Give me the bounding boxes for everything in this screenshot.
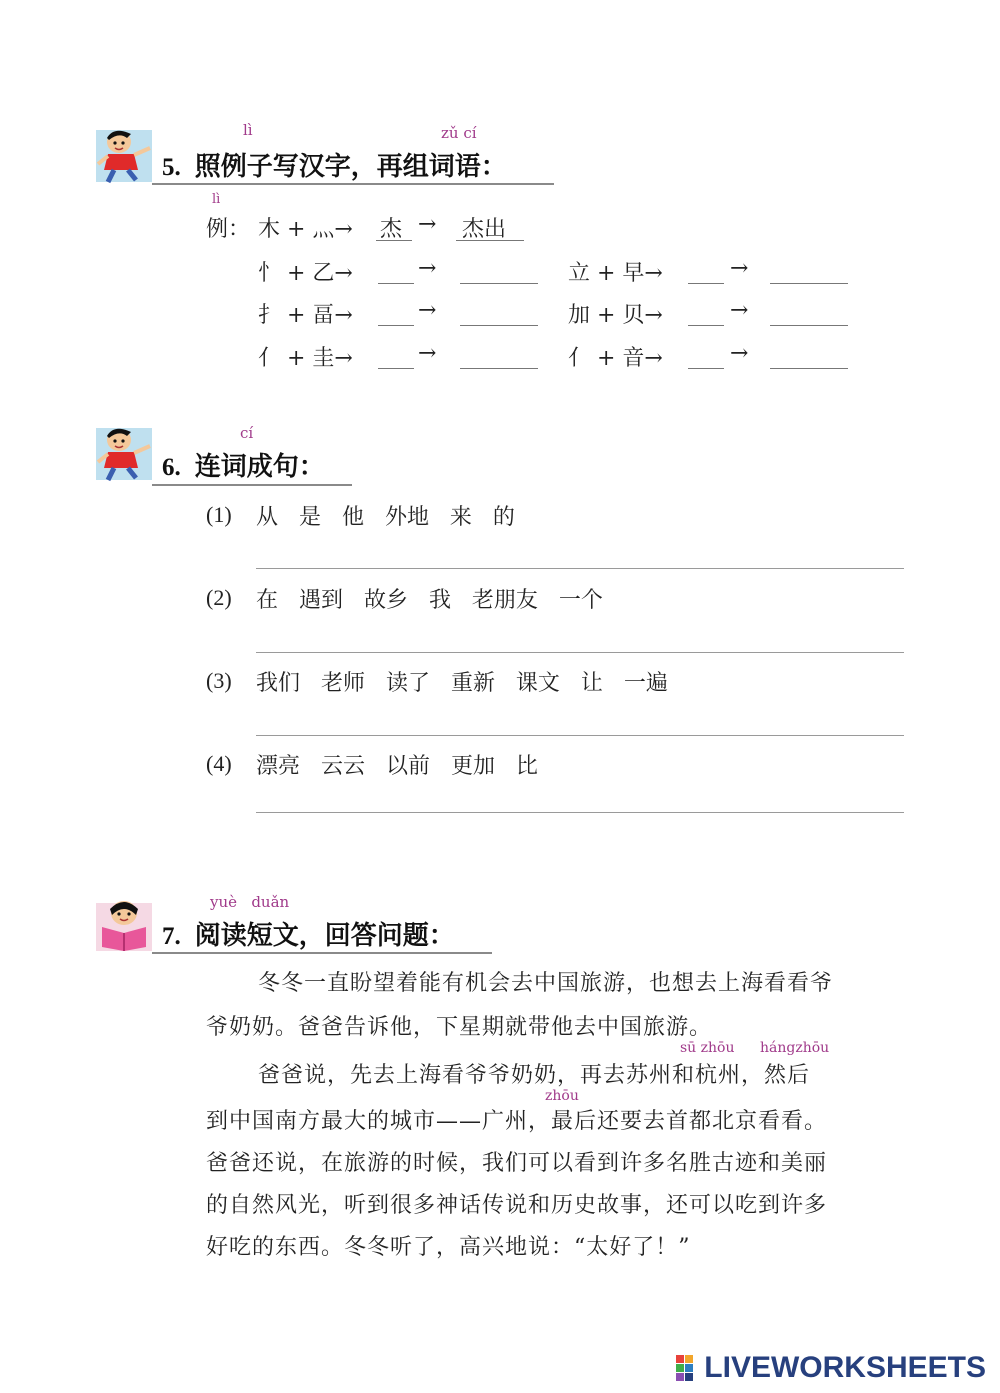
char-blank[interactable] [688,325,724,326]
section-6-rule [152,484,352,486]
item-number: (3) [206,668,232,693]
char-blank[interactable] [378,368,414,369]
item-arrow: → [418,341,437,366]
section-6-title [162,446,325,483]
char-blank[interactable] [688,368,724,369]
boy-mascot-icon [94,422,156,484]
pinyin-li: lì [243,121,253,139]
liveworksheets-wordmark: LIVEWORKSHEETS [704,1351,986,1384]
item-words: 我们 老师 读了 重新 课文 让 一遍 [256,671,668,696]
answer-line[interactable] [256,735,904,736]
passage-line: 爷奶奶。爸爸告诉他，下星期就带他去中国旅游。 [206,1015,713,1040]
pinyin-zhou: zhōu [545,1088,579,1104]
item-words: 从 是 他 外地 来 的 [256,505,515,530]
reading-girl-icon [94,893,156,955]
section-heading: 阅读短文，回答问题： [194,921,455,951]
passage-line: 冬冬一直盼望着能有机会去中国旅游，也想去上海看看爷 [258,971,834,996]
word-blank[interactable] [770,368,848,369]
liveworksheets-logo-icon [676,1355,702,1381]
answer-line[interactable] [256,812,904,813]
section-number: 7. [162,923,181,950]
item-formula: 立 + 早→ [568,261,663,286]
item-words: 在 遇到 故乡 我 老朋友 一个 [256,588,603,613]
item-arrow: → [418,298,437,323]
passage-line: 到中国南方最大的城市——广州，最后还要去首都北京看看。 [206,1109,828,1134]
example-char-line [376,240,412,241]
item-formula: 亻 + 圭→ [258,346,353,371]
example-label: 例： [206,217,251,242]
passage-line: 的自然风光，听到很多神话传说和历史故事，还可以吃到许多 [206,1193,828,1218]
section-7-title [162,915,455,952]
answer-line[interactable] [256,652,904,653]
pinyin-yuedu: yuè duǎn [210,893,290,911]
word-blank[interactable] [770,325,848,326]
passage-line: 爸爸说，先去上海看爷爷奶奶，再去苏州和杭州，然后 [258,1063,811,1088]
section-7-rule [152,952,492,954]
example-char: 杰 [380,217,403,242]
pinyin-ci: cí [240,424,254,442]
word-blank[interactable] [770,283,848,284]
char-blank[interactable] [688,283,724,284]
pinyin-zuci: zǔ cí [441,124,477,142]
item-arrow: → [418,256,437,281]
item-formula: 亻 + 音→ [568,346,663,371]
item-arrow: → [730,298,749,323]
word-blank[interactable] [460,368,538,369]
pinyin-hangzhou: hángzhōu [760,1040,830,1056]
char-blank[interactable] [378,283,414,284]
passage-line: 好吃的东西。冬冬听了，高兴地说：“太好了！” [206,1235,691,1260]
section-5-title [162,146,507,183]
section-heading: 照例子写汉字，再组词语： [194,152,507,182]
item-number: (2) [206,585,232,610]
section-5-rule [152,183,554,185]
word-blank[interactable] [460,325,538,326]
example-word-line [456,240,524,241]
item-formula: 加 + 贝→ [568,303,663,328]
section-number: 5. [162,154,181,181]
section-heading: 连词成句： [194,452,325,482]
item-arrow: → [730,256,749,281]
example-arrow: → [418,212,437,237]
item-arrow: → [730,341,749,366]
item-number: (4) [206,751,232,776]
example-word: 杰出 [462,217,507,242]
example-formula: 木 + 灬→ [258,217,353,242]
char-blank[interactable] [378,325,414,326]
section-number: 6. [162,454,181,481]
boy-mascot-icon [94,124,156,186]
item-formula: 扌 + 畐→ [258,303,353,328]
passage-line: 爸爸还说，在旅游的时候，我们可以看到许多名胜古迹和美丽 [206,1151,828,1176]
pinyin-example: lì [212,192,221,207]
pinyin-suzhou: sū zhōu [680,1040,735,1056]
item-words: 漂亮 云云 以前 更加 比 [256,754,538,779]
item-formula: 忄 + 乙→ [258,261,353,286]
word-blank[interactable] [460,283,538,284]
liveworksheets-logo [676,1351,986,1385]
item-number: (1) [206,502,232,527]
answer-line[interactable] [256,568,904,569]
